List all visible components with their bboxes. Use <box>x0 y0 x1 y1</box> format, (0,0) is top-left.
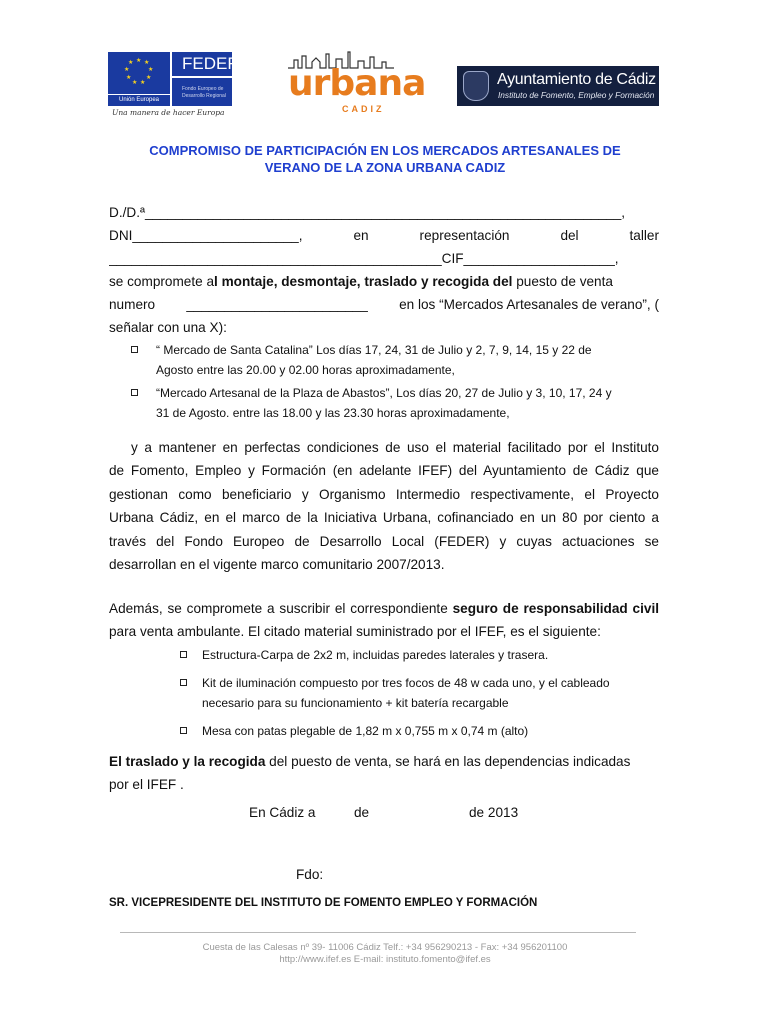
footer-divider <box>120 932 636 933</box>
signature-de: de <box>354 805 370 820</box>
p1-line-2: de Fomento, Empleo y Formación (en adelante IFEF) del Ayuntamiento de Cádiz que <box>109 463 659 479</box>
dni-row <box>109 224 659 247</box>
paragraph-ifef <box>109 436 659 576</box>
urbana-word: urbana <box>288 63 426 104</box>
p1-line-3: gestionan como beneficiario y Organismo Intermedio respectivamente, el Proyecto <box>109 486 659 502</box>
feder-tagline: Una manera de hacer Europa <box>112 108 225 117</box>
footer <box>120 942 650 966</box>
eu-flag-icon: ★ ★ ★ ★ ★ ★ ★ ★ ★ <box>108 52 170 94</box>
transport-bold: El traslado y la recogida <box>109 754 266 769</box>
transport-line-2: por el IFEF . <box>109 777 184 792</box>
fund-line-1: Fondo Europeo de <box>182 86 224 92</box>
ayuntamiento-logo <box>457 66 659 106</box>
material-item <box>178 721 660 741</box>
market-options <box>130 340 660 423</box>
p1-line-5: través del Fondo Europeo de Desarrollo Local (FEDER) y cuyas actuaciones se <box>109 533 659 549</box>
addressee: SR. VICEPRESIDENTE DEL INSTITUTO DE FOMENTO EMPLEO Y FORMACIÓN <box>109 897 538 909</box>
numero-post: en los “Mercados Artesanales de verano”, ( <box>399 297 659 312</box>
ayuntamiento-name: Ayuntamiento de Cádiz <box>497 71 656 88</box>
ayuntamiento-subtitle: Instituto de Fomento, Empleo y Formación <box>498 90 655 100</box>
numero-word: numero <box>109 297 156 312</box>
market-option-santa-catalina[interactable] <box>130 340 660 380</box>
feder-word: FEDER <box>172 52 232 76</box>
material-item <box>178 645 660 665</box>
document-title <box>110 142 660 176</box>
market-2-line-1: “Mercado Artesanal de la Plaza de Abastos”, Los días 20, 27 de Julio y 3, 10, 17, 24 y <box>156 386 612 400</box>
p1-line-6: desarrollan en el vigente marco comunitario 2007/2013. <box>109 557 445 573</box>
p1-line-1: y a mantener en perfectas condiciones de uso el material facilitado por el Instituto <box>131 440 659 455</box>
numero-field[interactable]: ________________________ <box>186 297 368 312</box>
title-line-1: COMPROMISO DE PARTICIPACIÓN EN LOS MERCADOS ARTESANALES DE <box>149 143 621 158</box>
materials-list <box>178 645 660 741</box>
signature-fdo: Fdo: <box>296 867 324 882</box>
market-2-line-2: 31 de Agosto. entre las 18.00 y las 23.30 horas aproximadamente, <box>156 406 510 420</box>
title-line-2: VERANO DE LA ZONA URBANA CADIZ <box>264 160 506 175</box>
p2-bold-2: civil <box>632 601 659 616</box>
numero-row <box>109 293 659 316</box>
eu-label: Unión Europea <box>108 95 170 106</box>
dni-field[interactable]: DNI______________________, <box>109 228 303 243</box>
paragraph-insurance <box>109 597 659 643</box>
feder-logo <box>108 52 240 108</box>
material-3: Mesa con patas plegable de 1,82 m x 0,755 m x 0,74 m (alto) <box>202 724 529 738</box>
fund-line-2: Desarrollo Regional <box>182 93 226 99</box>
material-2-line-1: Kit de iluminación compuesto por tres focos de 48 w cada uno, y el cableado <box>202 676 610 690</box>
feder-fund-name <box>172 78 232 106</box>
del-word: del <box>560 228 579 243</box>
senalar-text: señalar con una X): <box>109 320 227 335</box>
checkbox-icon <box>180 727 187 734</box>
checkbox-icon <box>180 651 187 658</box>
signature-year: de 2013 <box>469 805 519 820</box>
urbana-city: CADIZ <box>342 104 385 114</box>
checkbox-icon[interactable] <box>131 346 138 353</box>
market-1-line-1: “ Mercado de Santa Catalina” Los días 17, 24, 31 de Julio y 2, 7, 9, 14, 15 y 22 de <box>156 343 592 357</box>
checkbox-icon <box>180 679 187 686</box>
material-1: Estructura-Carpa de 2x2 m, incluidas paredes laterales y trasera. <box>202 648 549 662</box>
market-1-line-2: Agosto entre las 20.00 y 02.00 horas aproximadamente, <box>156 363 455 377</box>
material-2-line-2: necesario para su funcionamiento + kit batería recargable <box>202 696 509 710</box>
commit-post: puesto de venta <box>512 274 613 289</box>
commitment-line <box>109 270 659 293</box>
p2-bold-1: seguro de responsabilidad <box>452 601 628 616</box>
taller-word: taller <box>629 228 659 243</box>
urbana-cadiz-logo <box>286 50 426 122</box>
footer-contact: http://www.ifef.es E-mail: instituto.fomento@ifef.es <box>279 954 491 965</box>
name-field[interactable]: D./D.ª_______________________________________________________________, <box>109 205 626 220</box>
transport-text: del puesto de venta, se hará en las dependencias indicadas <box>265 754 631 769</box>
cif-field[interactable]: ____________________________________________CIF____________________, <box>109 251 619 266</box>
en-word: en <box>353 228 369 243</box>
transport-line-1 <box>109 750 659 773</box>
transport-paragraph <box>109 750 659 796</box>
p2-post: para venta ambulante. El citado material suministrado por el IFEF, es el siguiente: <box>109 624 601 639</box>
coat-of-arms-icon <box>463 71 489 101</box>
commit-bold: l montaje, desmontaje, traslado y recogida del <box>214 274 513 289</box>
market-option-plaza-abastos[interactable] <box>130 383 660 423</box>
p2-pre: Además, se compromete a suscribir el correspondiente <box>109 601 453 616</box>
p1-line-4: Urbana Cádiz, en el marco de la Iniciativa Urbana, cofinanciado en un 80 por ciento a <box>109 510 659 526</box>
material-item <box>178 673 660 713</box>
form-fields <box>109 201 659 339</box>
representacion-word: representación <box>419 228 510 243</box>
signature-place: En Cádiz a <box>249 805 316 820</box>
commit-pre: se compromete a <box>109 274 215 289</box>
footer-address: Cuesta de las Calesas nº 39- 11006 Cádiz Telf.: +34 956290213 - Fax: +34 956201100 <box>202 942 568 953</box>
checkbox-icon[interactable] <box>131 389 138 396</box>
